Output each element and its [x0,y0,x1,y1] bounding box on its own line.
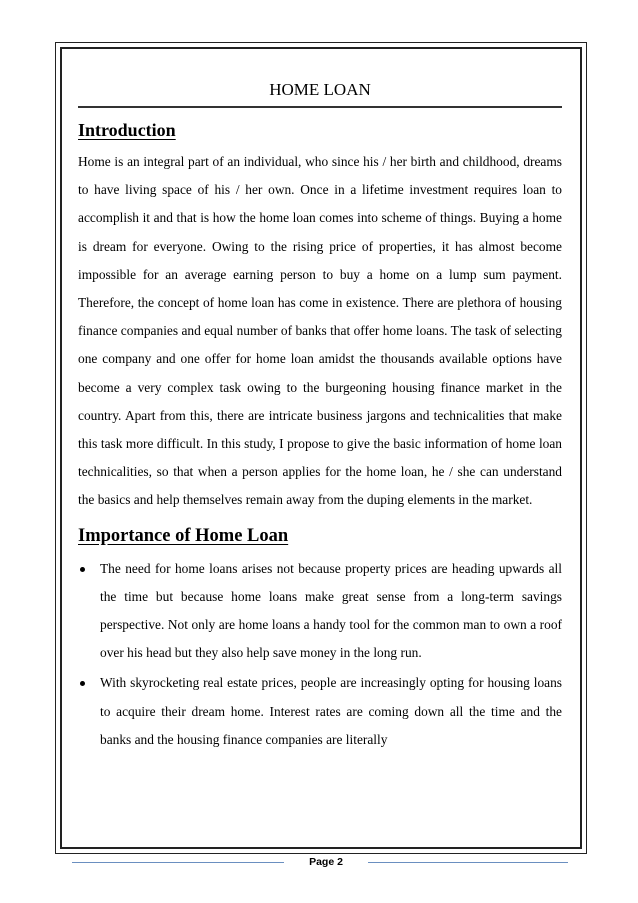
section-heading-importance: Importance of Home Loan [78,525,289,546]
bullet-dot-icon [80,681,85,686]
bullet-text: The need for home loans arises not because property prices are heading upwards all the time but because home loans make great sense from a long-term savings perspective. Not only are home loans a handy tool for the common man to own a roof over his head but they also help save money in the long run. [100,560,562,661]
bullet-text: With skyrocketing real estate prices, people are increasingly opting for housing loans to acquire their dream home. Interest rates are coming down all the time and the banks and the housing finance companies are literally [100,675,562,747]
list-item [78,555,562,668]
title-divider [78,106,562,108]
footer-rule-left [72,862,284,863]
list-item [78,669,562,754]
page-content [78,52,562,756]
importance-bullet-list [78,555,562,754]
document-title: HOME LOAN [269,80,371,99]
footer-rule-right [368,862,568,863]
page-number: Page 2 [309,856,343,868]
bullet-dot-icon [80,567,85,572]
introduction-paragraph: Home is an integral part of an individual, who since his / her birth and childhood, dreams to have living space of his / her own. Once in a lifetime investment requires loan to accomplish it and that is how the home loan comes into scheme of things. Buying a home is dream for everyone. Owing to the rising price of properties, it has almost become impossible for an average earning person to buy a home on a lump sum payment. Therefore, the concept of home loan has come in existence. There are plethora of housing finance companies and equal number of banks that offer home loans. The task of selecting one company and one offer for home loan amidst the thousands available options have become a very complex task owing to the burgeoning housing finance market in the country. Apart from this, there are intricate business jargons and technicalities that make this task more difficult. In this study, I propose to give the basic information of home loan technicalities, so that when a person applies for the home loan, he / she can understand the basics and help themselves remain away from the duping elements in the market. [78,154,562,508]
section-heading-introduction: Introduction [78,120,176,140]
